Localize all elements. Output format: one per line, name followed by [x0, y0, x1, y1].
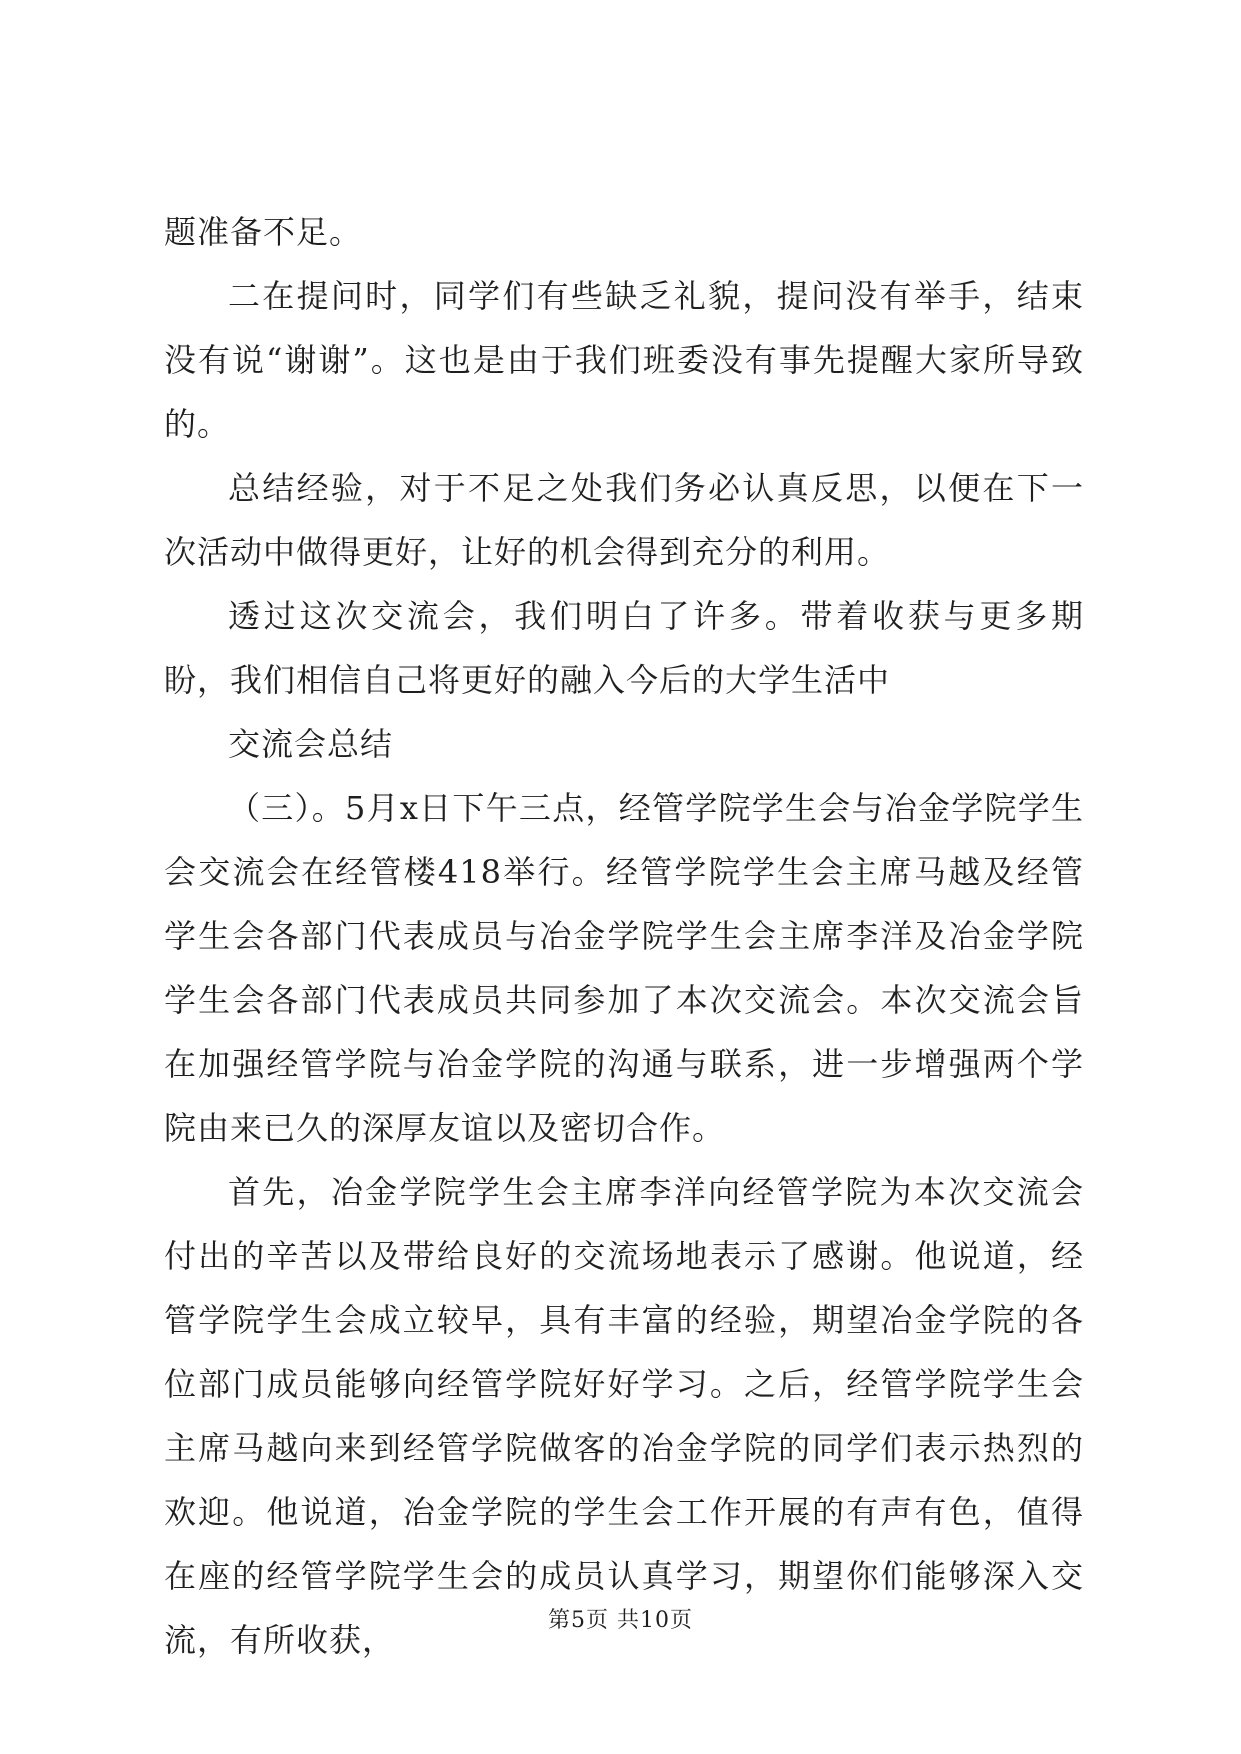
paragraph-1: 题准备不足。	[164, 213, 363, 251]
paragraph-5: （三）。5月x日下午三点，经管学院学生会与冶金学院学生会交流会在经管楼418举行。经管学院学生会主席马越及经管学生会各部门代表成员与冶金学院学生会主席李洋及冶金学院学生会各部门代表成员共同参加了本次交流会。本次交流会旨在加强经管学院与冶金学院的沟通与联系，进一步增强两个学院由来已久的深厚友谊以及密切合作。	[164, 789, 1084, 1147]
paragraph-4: 透过这次交流会，我们明白了许多。带着收获与更多期盼，我们相信自己将更好的融入今后的大学生活中	[164, 597, 1084, 699]
page-number-footer: 第5页 共10页	[548, 1608, 693, 1633]
paragraph-3: 总结经验，对于不足之处我们务必认真反思，以便在下一次活动中做得更好，让好的机会得到充分的利用。	[164, 469, 1084, 571]
document-body	[164, 200, 1084, 1672]
paragraph-2: 二在提问时，同学们有些缺乏礼貌，提问没有举手，结束没有说“谢谢”。这也是由于我们班委没有事先提醒大家所导致的。	[164, 277, 1084, 443]
paragraph-6: 首先，冶金学院学生会主席李洋向经管学院为本次交流会付出的辛苦以及带给良好的交流场地表示了感谢。他说道，经管学院学生会成立较早，具有丰富的经验，期望冶金学院的各位部门成员能够向经管学院好好学习。之后，经管学院学生会主席马越向来到经管学院做客的冶金学院的同学们表示热烈的欢迎。他说道，冶金学院的学生会工作开展的有声有色，值得在座的经管学院学生会的成员认真学习，期望你们能够深入交流，有所收获，	[164, 1173, 1084, 1659]
section-heading: 交流会总结	[228, 725, 394, 763]
